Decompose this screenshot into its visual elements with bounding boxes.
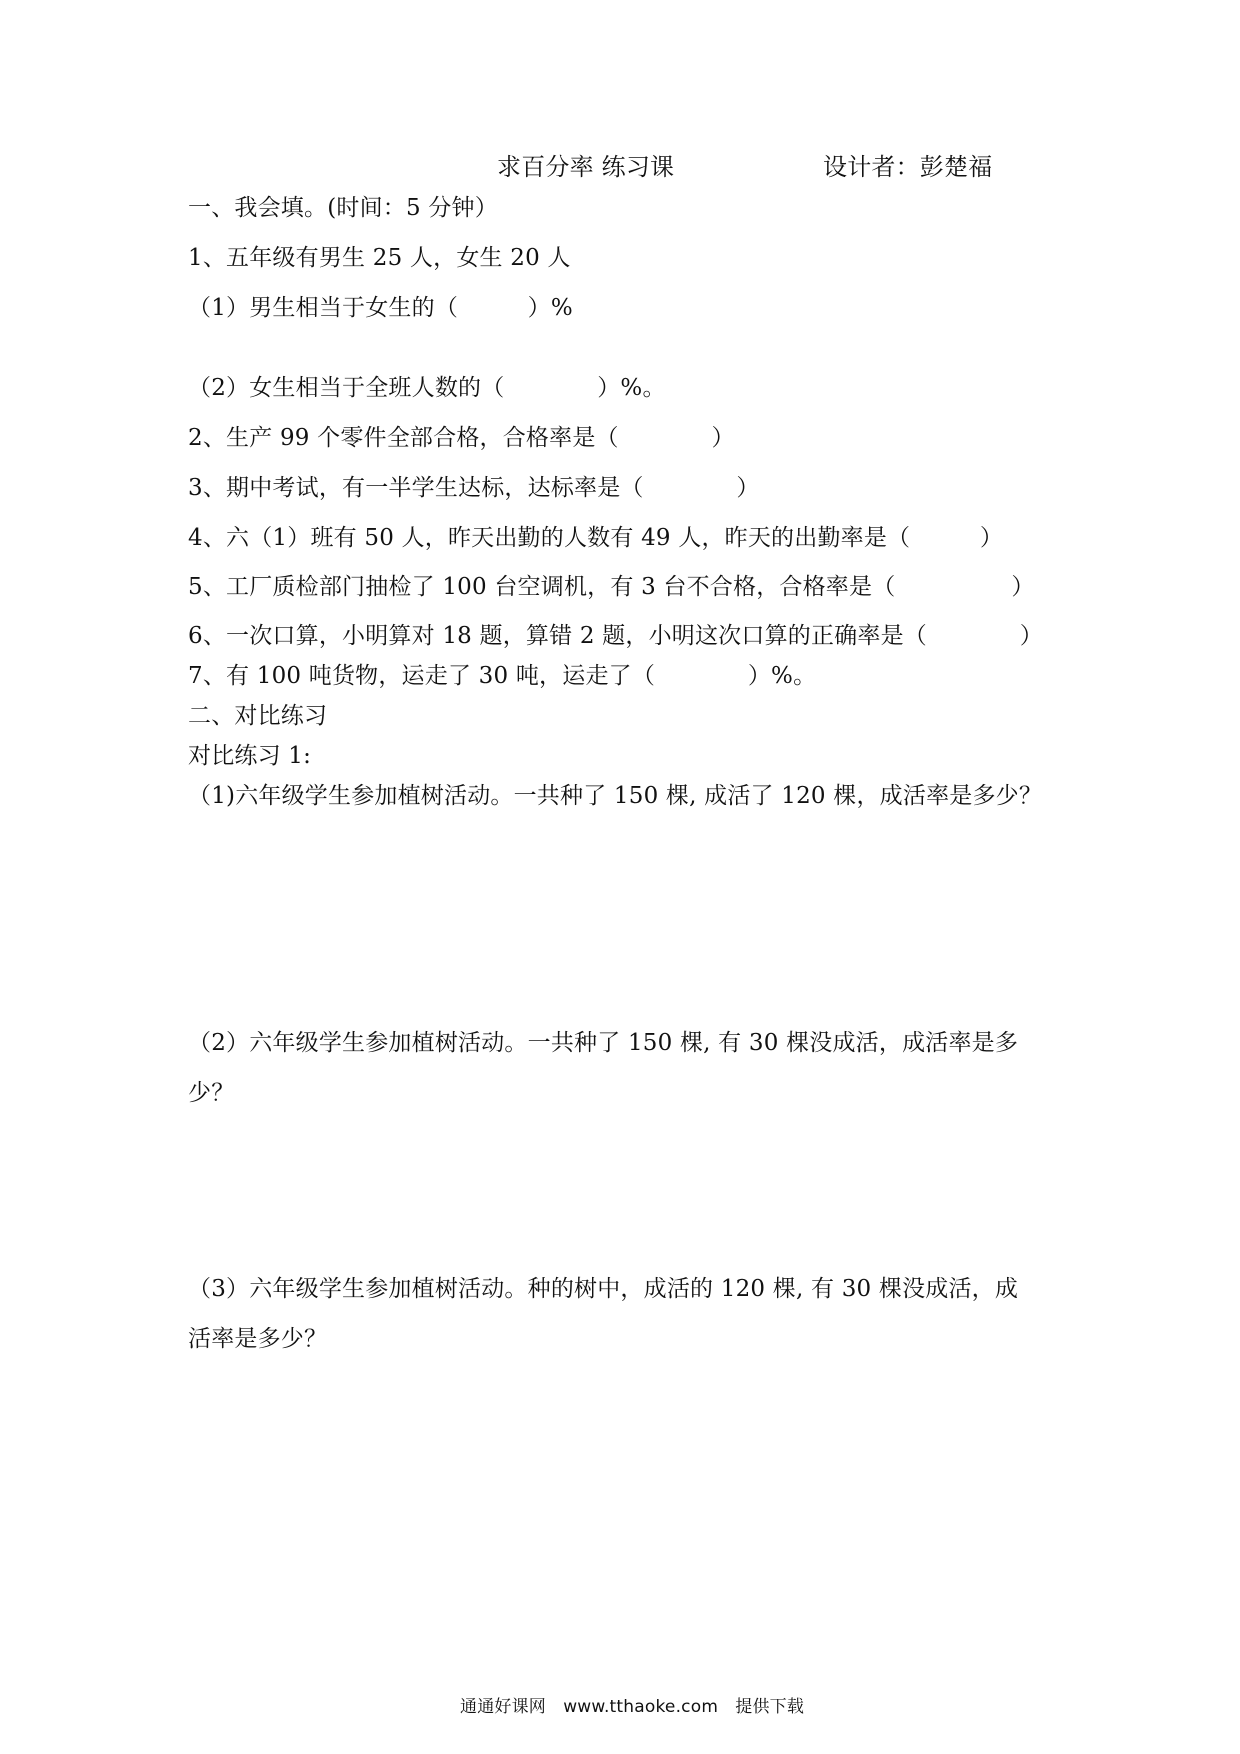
question-item: 7、有 100 吨货物，运走了 30 吨，运走了（ ）%。 [188,663,817,689]
question-item: 3、期中考试，有一半学生达标，达标率是（ ） [188,475,760,501]
question-item: 1、五年级有男生 25 人，女生 20 人 [188,245,571,271]
section1-heading: 一、我会填。(时间：5 分钟） [188,195,498,221]
footer-credit: 通通好课网 www.tthaoke.com 提供下载 [460,1697,805,1717]
comparison-question-2-line2: 少？ [188,1080,235,1106]
section2-heading: 二、对比练习 [188,703,328,729]
question-item: （2）女生相当于全班人数的（ ）%。 [188,375,666,401]
question-item: 6、一次口算，小明算对 18 题，算错 2 题，小明这次口算的正确率是（ ） [188,623,1043,649]
question-item: （1）男生相当于女生的（ ）% [188,295,573,321]
comparison-question-3-line1: （3）六年级学生参加植树活动。种的树中，成活的 120 棵, 有 30 棵没成活，成 [188,1276,1019,1302]
designer-label: 设计者：彭楚福 [823,153,993,181]
question-item: 2、生产 99 个零件全部合格，合格率是（ ） [188,425,735,451]
comparison-question-1: （1)六年级学生参加植树活动。一共种了 150 棵, 成活了 120 棵，成活率是多少？ [188,783,1043,809]
comparison-question-3-line2: 活率是多少？ [188,1326,328,1352]
question-item: 4、六（1）班有 50 人，昨天出勤的人数有 49 人，昨天的出勤率是（ ） [188,525,1004,551]
page-title: 求百分率 练习课 [497,153,675,181]
section2-subheading: 对比练习 1: [188,743,312,769]
comparison-question-2-line1: （2）六年级学生参加植树活动。一共种了 150 棵, 有 30 棵没成活，成活率是多 [188,1030,1019,1056]
question-item: 5、工厂质检部门抽检了 100 台空调机，有 3 台不合格，合格率是（ ） [188,574,1035,600]
